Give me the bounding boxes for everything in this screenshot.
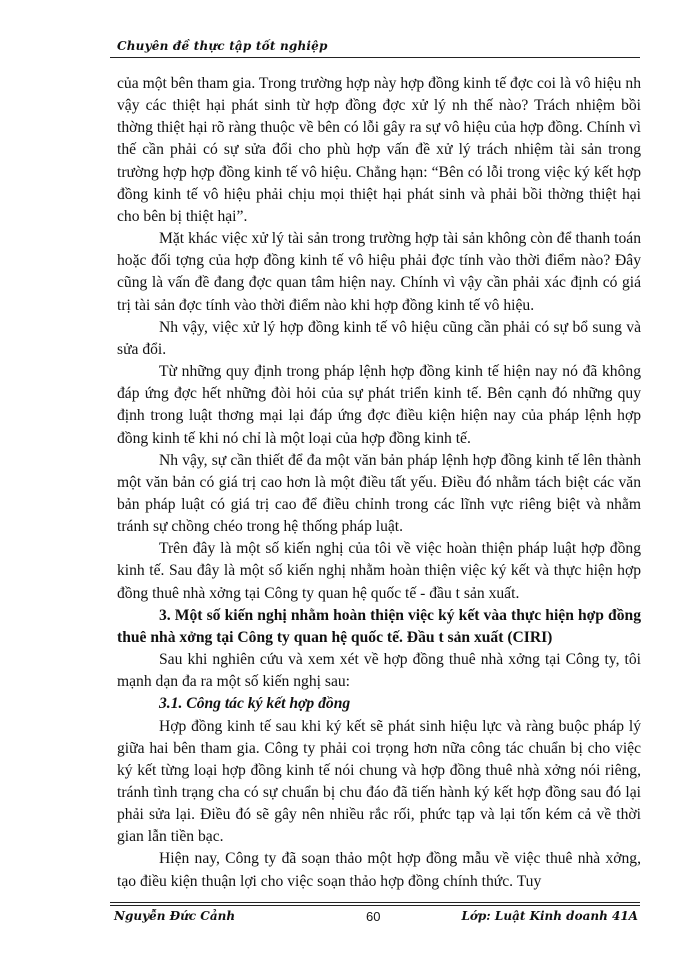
paragraph: Sau khi nghiên cứu và xem xét về hợp đồng thuê nhà xởng tại Công ty, tôi mạnh dạn đa ra một số kiến nghị sau:: [117, 651, 641, 691]
section-heading: 3. Một số kiến nghị nhằm hoàn thiện việc ký kết vàa thực hiện hợp đồng thuê nhà xởng tại Công ty quan hệ quốc tế. Đầu t sản xuất (CIRI): [117, 606, 641, 646]
paragraph-continuation: của một bên tham gia. Trong trường hợp này hợp đồng kinh tế đợc coi là vô hiệu nh vậy các thiệt hại phát sinh từ hợp đồng đợc xử lý nh thế nào? Trách nhiệm bồi thờng thiệt hại rõ ràng thuộc về bên có lỗi gây ra sự vô hiệu của hợp đồng. Chính vì thế cần phải có sự sửa đổi cho phù hợp vấn đề xử lý trách nhiệm tài sản trong trường hợp hợp đồng kinh tế vô hiệu. Chẳng hạn: “Bên có lỗi trong việc ký kết hợp đồng kinh tế vô hiệu phải chịu mọi thiệt hại phát sinh và phải bồi thờng thiệt hại cho bên bị thiệt hại”.: [117, 75, 641, 225]
subsection-heading: 3.1. Công tác ký kết hợp đồng: [159, 695, 351, 713]
document-body: [117, 73, 641, 893]
paragraph: Nh vậy, sự cần thiết để đa một văn bản pháp lệnh hợp đồng kinh tế lên thành một văn bản có giá trị cao hơn là một điều tất yếu. Điều đó nhằm tách biệt các văn bản pháp luật có giá trị cao để điều chỉnh trong các lĩnh vực riêng biệt và nhằm tránh sự chồng chéo trong hệ thống pháp luật.: [117, 451, 641, 536]
paragraph: Hợp đồng kinh tế sau khi ký kết sẽ phát sinh hiệu lực và ràng buộc pháp lý giữa hai bên tham gia. Công ty phải coi trọng hơn nữa công tác chuẩn bị cho việc ký kết từng loại hợp đồng kinh tế nói chung và hợp đồng thuê nhà xởng nói riêng, tránh tình trạng cha có sự chuẩn bị chu đáo đã tiến hành ký kết hợp đồng sau đó lại phải sửa lại. Điều đó sẽ gây nên nhiều rắc rối, phức tạp và lại tốn kém cả về thời gian lẫn tiền bạc.: [117, 717, 641, 846]
footer-class: Lớp: Luật Kinh doanh 41A: [461, 909, 638, 923]
paragraph: Hiện nay, Công ty đã soạn thảo một hợp đồng mẫu về việc thuê nhà xởng, tạo điều kiện thuận lợi cho việc soạn thảo hợp đồng chính thức. Tuy: [117, 850, 641, 890]
footer-author: Nguyễn Đức Cảnh: [114, 909, 236, 923]
paragraph: Nh vậy, việc xử lý hợp đồng kinh tế vô hiệu cũng cần phải có sự bổ sung và sửa đổi.: [117, 318, 641, 358]
paragraph: Trên đây là một số kiến nghị của tôi về việc hoàn thiện pháp luật hợp đồng kinh tế. Sau đây là một số kiến nghị nhằm hoàn thiện việc ký kết và thực hiện hợp đồng thuê nhà xởng tại Công ty quan hệ quốc tế - đầu t sản xuất.: [117, 540, 641, 602]
footer-divider: [110, 902, 640, 903]
paragraph: Từ những quy định trong pháp lệnh hợp đồng kinh tế hiện nay nó đã không đáp ứng đợc hết những đòi hỏi của sự phát triển kinh tế. Bên cạnh đó những quy định trong luật thơng mại lại đáp ứng đợc điều kiện hiện nay của pháp lệnh hợp đồng kinh tế khi nó chỉ là một loại của hợp đồng kinh tế.: [117, 363, 641, 447]
paragraph: Mặt khác việc xử lý tài sản trong trường hợp tài sản không còn để thanh toán hoặc đối tợng của hợp đồng kinh tế vô hiệu phải đợc tính vào thời điểm nào? Đây cũng là vấn đề đang đợc quan tâm hiện nay. Chính vì vậy cần phải xác định có giá trị tài sản đợc tính vào thời điểm nào khi hợp đồng kinh tế vô hiệu.: [117, 230, 641, 314]
header-title: Chuyên đề thực tập tốt nghiệp: [117, 39, 328, 53]
footer: [110, 909, 640, 931]
header-divider: [110, 57, 640, 58]
page-number: 60: [366, 909, 381, 924]
footer-divider-secondary: [110, 905, 640, 906]
